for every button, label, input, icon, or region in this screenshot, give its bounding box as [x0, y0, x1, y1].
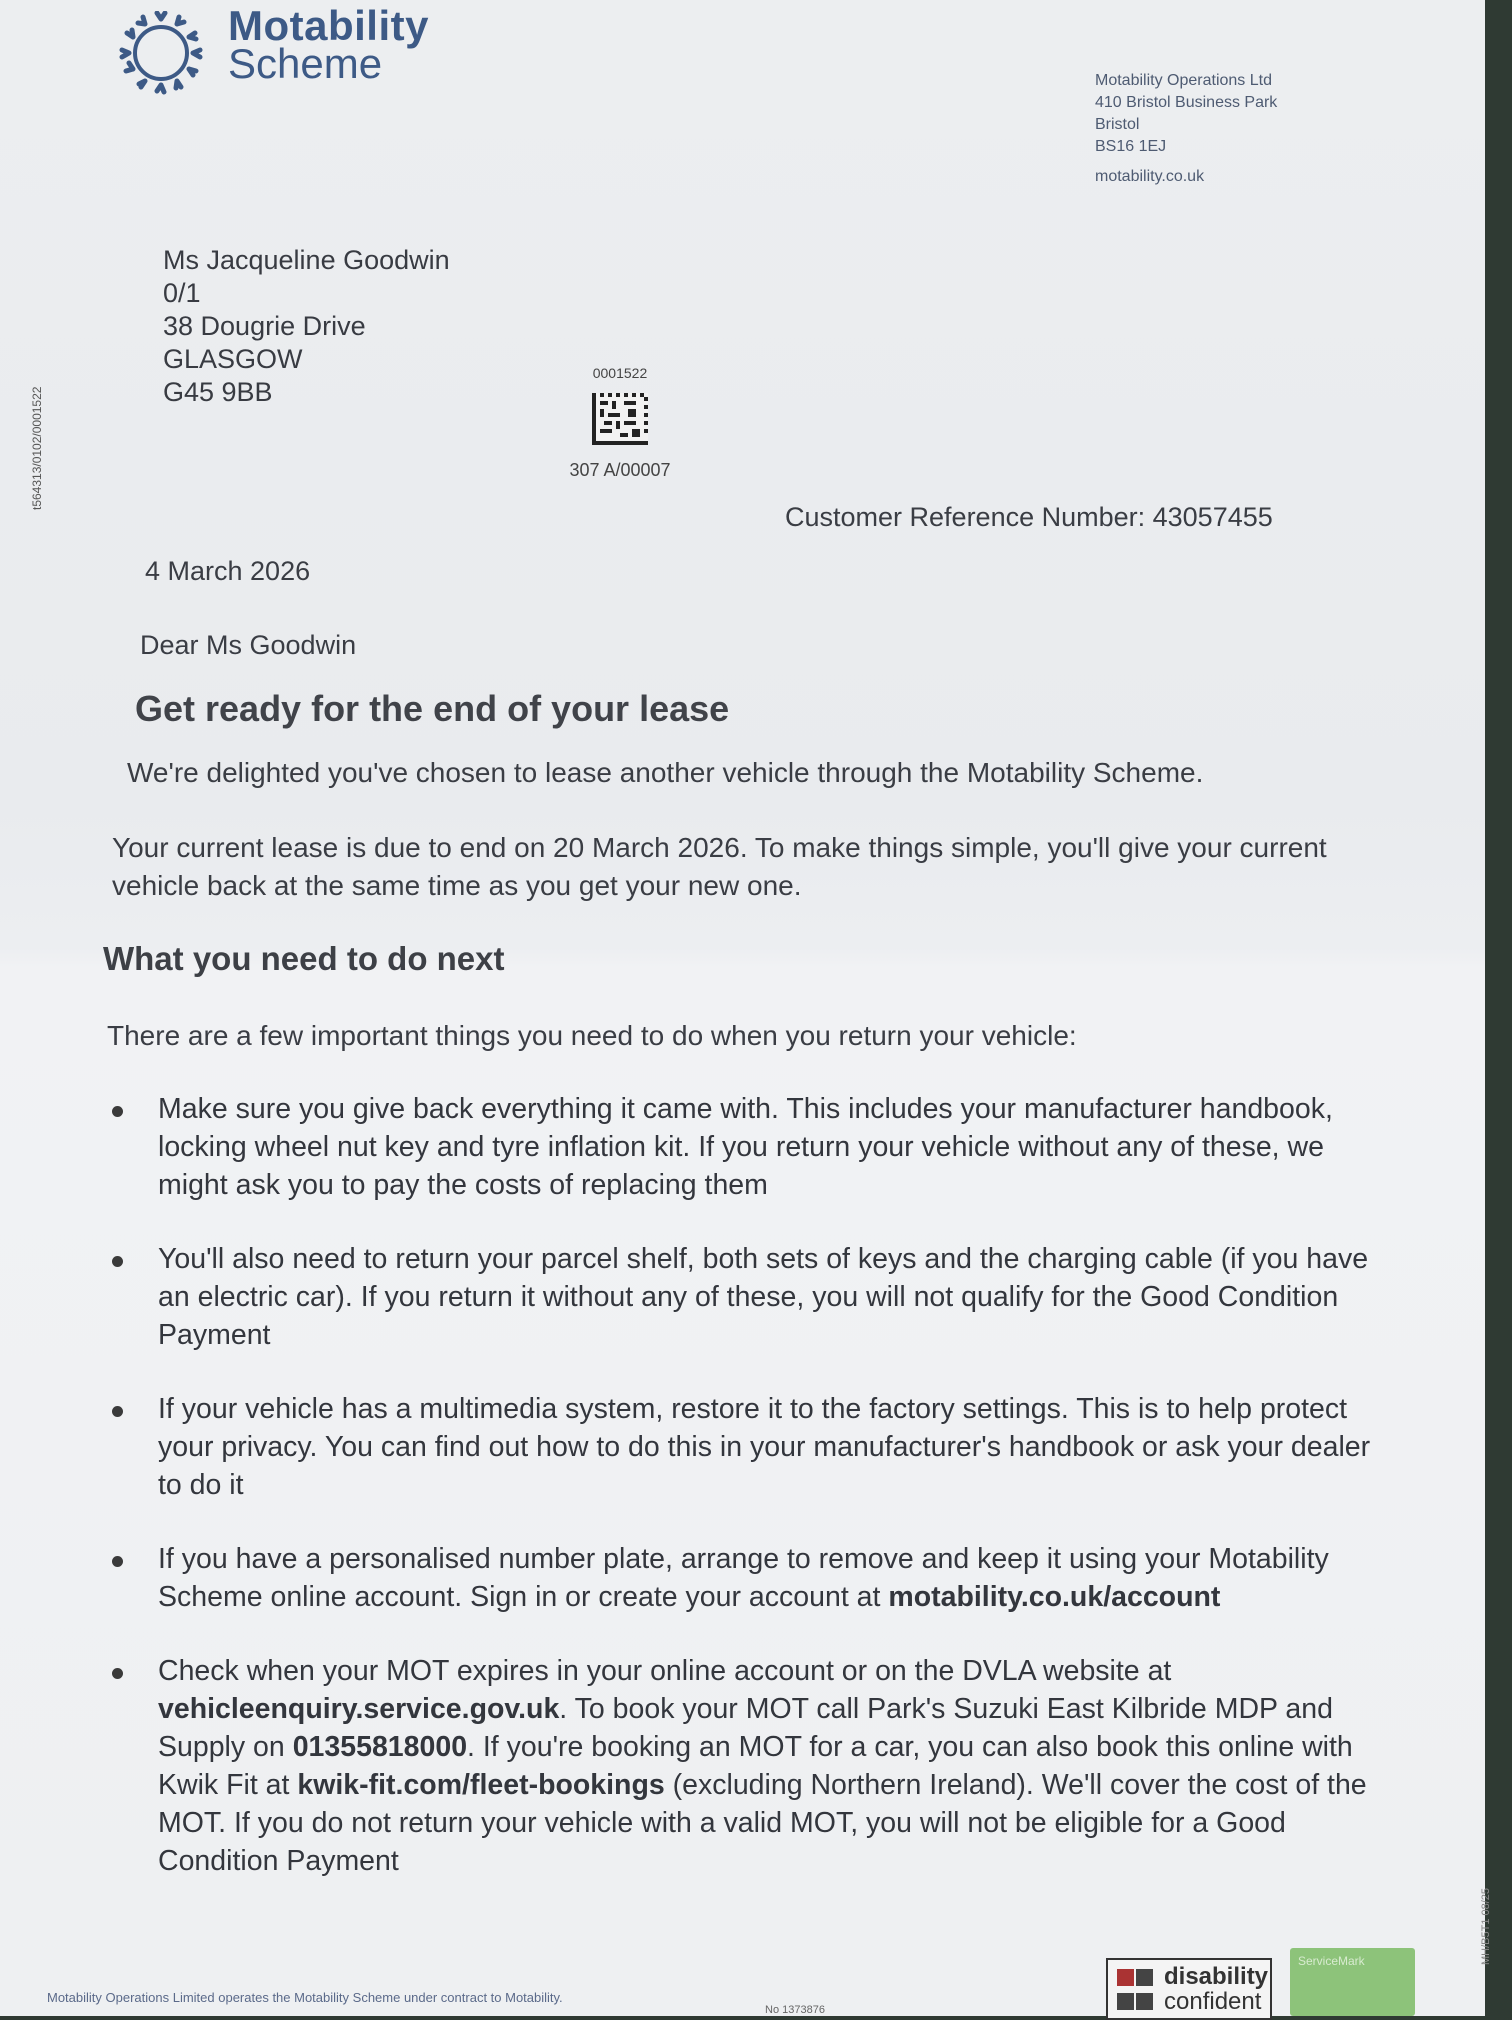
recipient-address	[163, 244, 450, 409]
list-item	[110, 1540, 1380, 1616]
logo-line2: Scheme	[228, 40, 383, 87]
badge-line1: disability	[1164, 1963, 1269, 1990]
disability-confident-icon	[1116, 1968, 1158, 2016]
section-intro: There are a few important things you need to do when you return your vehicle:	[107, 1020, 1077, 1051]
section-heading: What you need to do next	[103, 940, 505, 977]
list-item	[110, 1090, 1380, 1204]
salutation: Dear Ms Goodwin	[140, 630, 357, 660]
sender-address	[1095, 70, 1277, 188]
barcode-top-number: 0001522	[592, 365, 648, 381]
badge-line2: confident	[1164, 1988, 1262, 2015]
letter-date: 4 March 2026	[145, 556, 311, 586]
bullet-text: Make sure you give back everything it came with. This includes your manufacturer handbook, locking wheel nut key and tyre inflation kit. If you return your vehicle without any of these, we might ask you to pay the costs of replacing them	[158, 1093, 1333, 1201]
list-item	[110, 1390, 1380, 1504]
logo-line1: Motability	[228, 2, 429, 49]
barcode-bottom-code: 307 A/00007	[569, 460, 671, 480]
phone-number[interactable]: 01355818000	[292, 1731, 468, 1763]
footer-legal-text: Motability Operations Limited operates the Motability Scheme under contract to Motability.	[47, 1990, 563, 2005]
bullet-text: . To book your MOT call Park's Suzuki East Kilbride MDP and Supply on	[158, 1693, 1333, 1763]
main-heading: Get ready for the end of your lease	[135, 688, 730, 729]
postal-barcode	[535, 365, 705, 481]
motability-logo	[115, 2, 475, 96]
recipient-street: 38 Dougrie Drive	[163, 311, 366, 341]
bullet-text: You'll also need to return your parcel shelf, both sets of keys and the charging cable (if you have an electric car). If you return it without any of these, you will not qualify for the Good Condition Payment	[158, 1243, 1369, 1351]
footer-number: No 1373876	[765, 2004, 825, 2016]
bullet-text: . If you're booking an MOT for a car, you can also book this online with Kwik Fit at	[158, 1731, 1353, 1801]
bullet-text: Check when your MOT expires in your online account or on the DVLA website at	[158, 1655, 1172, 1687]
lease-end-paragraph: Your current lease is due to end on 20 March 2026. To make things simple, you'll give your current vehicle back at the same time as you get your new one.	[112, 832, 1327, 901]
sender-postcode: BS16 1EJ	[1095, 138, 1167, 155]
bullet-text: (excluding Northern Ireland). We'll cover the cost of the MOT. If you do not return your vehicle with a valid MOT, you will not be eligible for a Good Condition Payment	[158, 1769, 1367, 1877]
bullet-text: If you have a personalised number plate, arrange to remove and keep it using your Motability Scheme online account. Sign in or create your account at	[158, 1543, 1329, 1613]
list-item	[110, 1652, 1380, 1880]
account-link[interactable]: motability.co.uk/account	[888, 1581, 1221, 1613]
sender-name: Motability Operations Ltd	[1095, 72, 1272, 89]
recipient-postcode: G45 9BB	[163, 377, 273, 407]
sender-website: motability.co.uk	[1095, 168, 1205, 185]
service-mark-label: ServiceMark	[1298, 1954, 1365, 1968]
logo-burst-icon	[115, 11, 207, 99]
service-mark-badge	[1290, 1948, 1415, 2016]
list-item	[110, 1240, 1380, 1354]
sender-city: Bristol	[1095, 116, 1140, 133]
instructions-list	[110, 1090, 1380, 1916]
data-matrix-icon	[592, 393, 648, 445]
disability-confident-badge	[1106, 1958, 1272, 2020]
recipient-flat: 0/1	[163, 278, 201, 308]
recipient-name: Ms Jacqueline Goodwin	[163, 245, 450, 275]
customer-reference: Customer Reference Number: 43057455	[785, 502, 1273, 532]
recipient-city: GLASGOW	[163, 344, 303, 374]
dvla-link[interactable]: vehicleenquiry.service.gov.uk	[158, 1693, 560, 1725]
sender-line1: 410 Bristol Business Park	[1095, 94, 1278, 111]
bullet-text: If your vehicle has a multimedia system, restore it to the factory settings. This is to help protect your privacy. You can find out how to do this in your manufacturer's handbook or ask your dealer to do it	[158, 1393, 1371, 1501]
intro-paragraph: We're delighted you've chosen to lease another vehicle through the Motability Scheme.	[127, 757, 1204, 788]
side-print-code-2: MH/B5T1 08/25	[1480, 1887, 1492, 1965]
side-print-code: t564313/0102/0001522	[30, 386, 44, 510]
kwikfit-link[interactable]: kwik-fit.com/fleet-bookings	[297, 1769, 665, 1801]
